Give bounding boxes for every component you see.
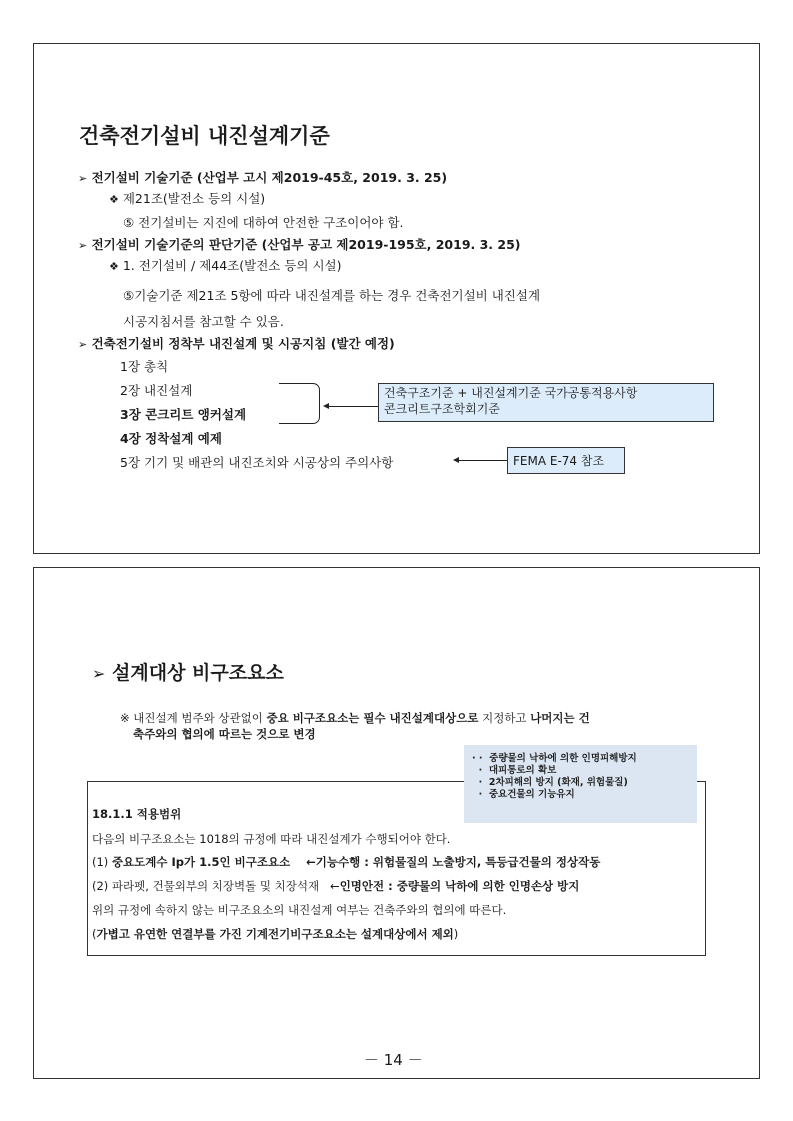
scope-line3 [92,878,579,894]
notebox-item: · 중요건물의 기능유지 [472,789,575,800]
sub-item-article44 [109,256,342,274]
chapter-1: 1장 총칙 [120,359,169,374]
callout-line1: 건축구조기준 + 내진설계기준 국가공통적용사항 [384,386,638,400]
arrow-bullet-icon: ➢ [92,664,106,683]
arrow-left-icon [323,403,329,409]
scope-text: ) [453,927,459,941]
chapter-5: 5장 기기 및 배관의 내진조치와 시공상의 주의사항 [120,455,394,470]
diamond-bullet-icon: ❖ [109,260,119,273]
sub-item-article21 [109,189,265,207]
scope-bold: 인명안전 : 중량물의 낙하에 의한 인명손상 방지 [339,879,580,893]
arrow-bullet-icon: ➢ [78,338,88,351]
callout-structural-standards [378,383,714,422]
notebox-item: · · 중량물의 낙하에 의한 인명피해방지 [472,753,637,764]
article44-clause5-line2: 시공지침서를 참고할 수 있음. [123,314,284,329]
bullet-electrical-tech-standard [78,168,447,186]
scope-line4: 위의 규정에 속하지 않는 비구조요소의 내진설계 여부는 건축주와의 협의에 따른다. [92,903,507,917]
chapter-2: 2장 내진설계 [120,383,193,398]
bullet-text: 건축전기설비 정착부 내진설계 및 시공지침 (발간 예정) [91,336,395,351]
chapter-4: 4장 정착설계 예제 [120,431,222,446]
connector-line-1 [327,406,378,407]
notebox-item: · 2차피해의 방지 (화재, 위험물질) [472,777,628,788]
slide1-title: 건축전기설비 내진설계기준 [79,124,330,148]
slide2-title [92,658,284,685]
arrow-bullet-icon: ➢ [78,239,88,252]
note-bold: 중요 비구조요소는 필수 내진설계대상으로 [266,711,479,725]
sub-item-text: 제21조(발전소 등의 시설) [122,191,266,206]
article21-clause5: ⑤ 전기설비는 지진에 대하여 안전한 구조이어야 함. [123,215,404,230]
slide-nonstructural-elements [33,567,760,1079]
chapter-3: 3장 콘크리트 앵커설계 [120,407,247,422]
note-text: 지정하고 [478,711,531,725]
arrow-bullet-icon: ➢ [78,172,88,185]
callout-fema: FEMA E-74 참조 [507,447,625,474]
article44-clause5-line1: ⑤기술기준 제21조 5항에 따라 내진설계를 하는 경우 건축전기설비 내진설계 [123,288,541,303]
scope-text: ( [92,927,97,941]
connector-line-2 [459,460,507,461]
page-number: － 14 － [364,1051,423,1069]
scope-text: (2) 파라펫, 건물외부의 치장벽돌 및 치장석재 ← [92,879,340,893]
arrow-left-icon [453,457,459,463]
bullet-judgement-standard [78,235,521,253]
callout-line2: 콘크리트구조학회기준 [384,402,500,416]
scope-bold: 가볍고 유연한 연결부를 가진 기계전기비구조요소는 설계대상에서 제외 [96,927,454,941]
notebox-item: · 대피통로의 확보 [472,765,557,776]
bullet-text: 전기설비 기술기준의 판단기준 (산업부 공고 제2019-195호, 2019. 3. 25) [91,237,521,252]
title-text: 설계대상 비구조요소 [112,662,284,684]
scope-heading: 18.1.1 적용범위 [92,807,182,821]
scope-bold: 중요도계수 Ip가 1.5인 비구조요소 [111,855,291,869]
note-bold: 나머지는 건 [530,711,590,725]
scope-text: (1) [92,855,112,869]
scope-bold: ←기능수행 : 위험물질의 노출방지, 특등급건물의 정상작동 [290,855,601,869]
note-line2: 축주와의 협의에 따르는 것으로 변경 [133,727,316,741]
bullet-text: 전기설비 기술기준 (산업부 고시 제2019-45호, 2019. 3. 25) [91,170,448,185]
scope-line1: 다음의 비구조요소는 1018의 규정에 따라 내진설계가 수행되어야 한다. [92,832,451,846]
bullet-anchorage-guideline [78,334,395,352]
scope-line5 [92,926,458,942]
scope-line2 [92,854,600,870]
sub-item-text: 1. 전기설비 / 제44조(발전소 등의 시설) [122,258,342,273]
note-text: ※ 내진설계 범주와 상관없이 [120,711,267,725]
note-line1 [120,710,590,726]
purpose-notebox [464,745,697,823]
diamond-bullet-icon: ❖ [109,193,119,206]
slide-electrical-seismic-standard [33,43,760,554]
chapter-bracket [279,383,320,424]
